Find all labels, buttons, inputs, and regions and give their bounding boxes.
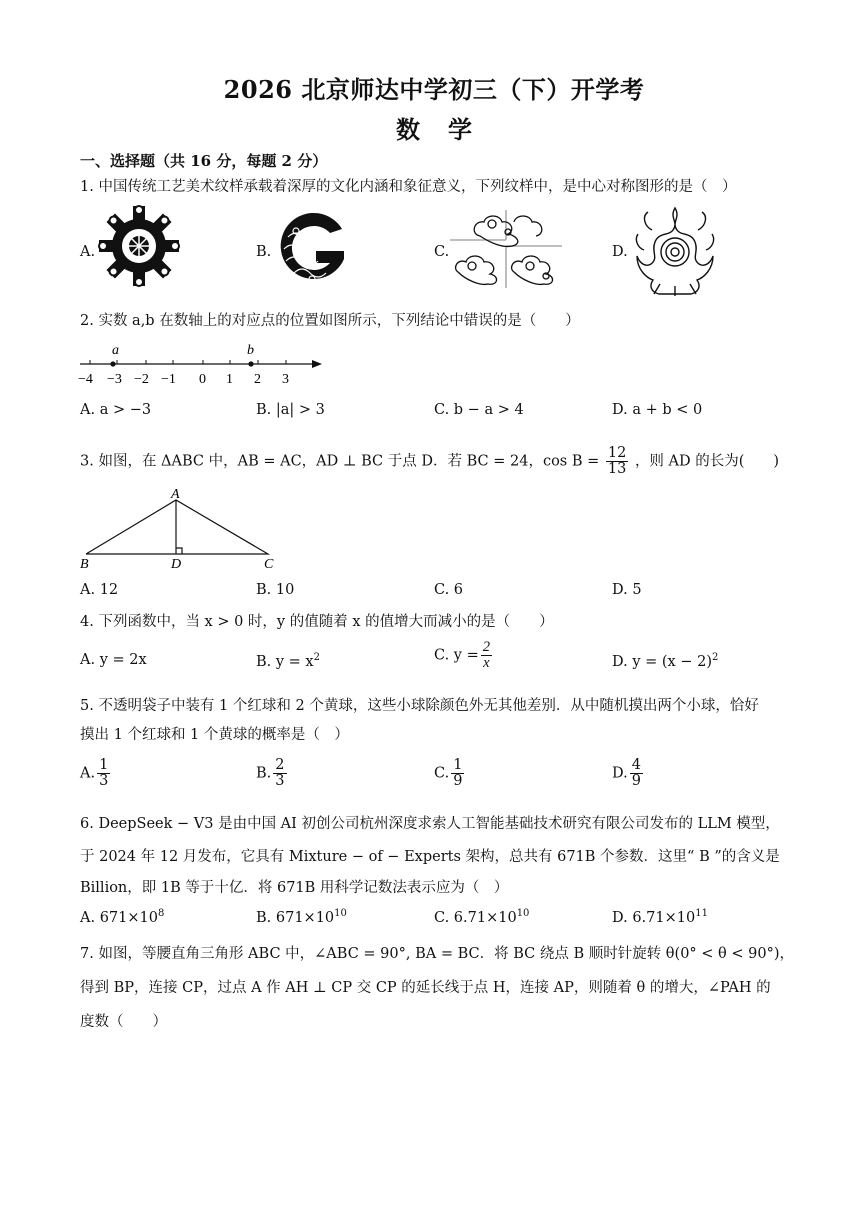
subject-title: 数学: [396, 115, 500, 144]
q6-option-b-exponent: 10: [334, 908, 347, 919]
q3-vertex-b: B: [80, 557, 89, 572]
q5-option-a-fraction: [97, 758, 110, 789]
q5-option-a: [80, 758, 112, 789]
q5-option-c-numerator: 1: [453, 757, 463, 773]
q2-option-d: D. a + b < 0: [612, 402, 703, 418]
q2-number-line: [76, 338, 326, 390]
q1-pattern-a-icon: [98, 205, 180, 287]
q4-option-c: [434, 640, 494, 671]
q1-pattern-d-icon: [630, 200, 720, 300]
q3-point-d: D: [171, 557, 182, 572]
q4-option-c-text: C. y =: [434, 647, 479, 664]
q3-stem-part-a: 3. 如图，在 ΔABC 中，AB = AC，AD ⊥ BC 于点 D．若 BC = 24，cos B =: [80, 453, 600, 470]
q2-tick-label: 3: [282, 372, 289, 387]
q6-option-d: [612, 908, 708, 926]
q2-option-b: B. |a| > 3: [256, 402, 325, 418]
q2-tick-label: −1: [161, 372, 176, 387]
question-6-line-1: 6. DeepSeek − V3 是由中国 AI 初创公司杭州深度求索人工智能基础技术研究有限公司发布的 LLM 模型，: [80, 816, 780, 832]
q3-cos-numerator: 12: [607, 445, 627, 461]
q2-option-c: C. b − a > 4: [434, 402, 524, 418]
q4-option-c-fraction: [481, 640, 492, 671]
q4-option-d-text: D. y = (x − 2): [612, 653, 712, 670]
q2-point-b-label: b: [247, 343, 254, 358]
q5-option-b-label: B.: [256, 765, 272, 782]
q6-option-c: [434, 908, 529, 926]
q5-option-a-numerator: 1: [99, 757, 109, 773]
q3-cos-fraction: [606, 446, 628, 477]
q3-option-b: B. 10: [256, 582, 295, 598]
q6-option-b-text: B. 671×10: [256, 909, 335, 926]
q2-option-a: A. a > −3: [80, 402, 152, 418]
page-title: 2026 北京师达中学初三（下）开学考: [223, 75, 645, 104]
question-6-line-3: Billion，即 1B 等于十亿．将 671B 用科学记数法表示应为（ ）: [80, 880, 509, 896]
q5-option-c-label: C.: [434, 765, 450, 782]
q4-option-c-denominator: x: [483, 655, 490, 672]
q5-option-b-fraction: [273, 758, 286, 789]
question-7-line-3: 度数（ ）: [80, 1014, 167, 1030]
q2-tick-label: −3: [107, 372, 122, 387]
q5-option-c-denominator: 9: [453, 773, 463, 790]
q6-option-a-text: A. 671×10: [80, 909, 158, 926]
q4-option-d-exponent: 2: [711, 652, 719, 663]
q2-tick-label: −2: [134, 372, 149, 387]
q6-option-c-text: C. 6.71×10: [434, 909, 517, 926]
q2-tick-label: 0: [199, 372, 206, 387]
q5-option-b: [256, 758, 289, 789]
question-5-line-1: 5. 不透明袋子中装有 1 个红球和 2 个黄球，这些小球除颜色外无其他差别．从中随机摸出两个小球，恰好: [80, 698, 759, 714]
question-2-stem: 2. 实数 a,b 在数轴上的对应点的位置如图所示，下列结论中错误的是（ ）: [80, 313, 580, 329]
question-7-line-1: 7. 如图，等腰直角三角形 ABC 中，∠ABC = 90°, BA = BC．将 BC 绕点 B 顺时针旋转 θ(0° < θ < 90°)，: [80, 946, 794, 962]
q1-option-c-label: C.: [434, 244, 450, 260]
q1-pattern-c-icon: [450, 210, 562, 288]
q6-option-d-text: D. 6.71×10: [612, 909, 696, 926]
q5-option-d-denominator: 9: [631, 773, 641, 790]
q4-option-b-exponent: 2: [313, 652, 320, 663]
q4-option-a: A. y = 2x: [80, 652, 147, 668]
q6-option-d-exponent: 11: [695, 908, 708, 919]
q3-option-a: A. 12: [80, 582, 119, 598]
q3-option-d: D. 5: [612, 582, 642, 598]
q6-option-a-exponent: 8: [157, 908, 165, 919]
q5-option-a-label: A.: [80, 765, 96, 782]
q5-option-b-denominator: 3: [275, 773, 285, 790]
q1-pattern-b-icon: [272, 207, 352, 287]
q1-option-a-label: A.: [80, 244, 96, 260]
question-1-stem: 1. 中国传统工艺美术纹样承载着深厚的文化内涵和象征意义，下列纹样中，是中心对称图形的是（ ）: [80, 179, 737, 195]
section-heading: 一、选择题（共 16 分，每题 2 分）: [80, 152, 328, 170]
q2-point-a-label: a: [112, 343, 119, 358]
q6-option-a: [80, 908, 164, 926]
q5-option-c-fraction: [451, 758, 464, 789]
q5-option-d-label: D.: [612, 765, 628, 782]
q4-option-c-numerator: 2: [482, 639, 490, 655]
q4-option-b-text: B. y = x: [256, 653, 314, 670]
q3-vertex-c: C: [264, 557, 274, 572]
q6-option-c-exponent: 10: [516, 908, 530, 919]
question-3-stem: [80, 446, 779, 477]
q3-stem-part-b: ，则 AD 的长为( ): [634, 453, 780, 470]
question-7-line-2: 得到 BP，连接 CP，过点 A 作 AH ⊥ CP 交 CP 的延长线于点 H，连接 AP，则随着 θ 的增大，∠PAH 的: [80, 980, 771, 996]
q4-option-d: [612, 652, 718, 670]
question-5-line-2: 摸出 1 个红球和 1 个黄球的概率是（ ）: [80, 727, 349, 743]
q5-option-b-numerator: 2: [275, 757, 285, 773]
q5-option-d-fraction: [630, 758, 643, 789]
question-6-line-2: 于 2024 年 12 月发布，它具有 Mixture − of − Experts 架构，总共有 671B 个参数．这里“ B ”的含义是: [80, 849, 780, 865]
q2-tick-label: 2: [254, 372, 261, 387]
q5-option-d-numerator: 4: [631, 757, 641, 773]
q6-option-b: [256, 908, 347, 926]
q3-cos-denominator: 13: [607, 461, 627, 478]
q5-option-d: [612, 758, 645, 789]
q5-option-c: [434, 758, 466, 789]
q1-option-d-label: D.: [612, 244, 628, 260]
q3-vertex-a: A: [171, 487, 180, 502]
q3-triangle-figure: [76, 486, 286, 572]
q5-option-a-denominator: 3: [99, 773, 109, 790]
q4-option-b: [256, 652, 320, 670]
q3-option-c: C. 6: [434, 582, 464, 598]
q2-tick-label: 1: [226, 372, 233, 387]
question-4-stem: 4. 下列函数中，当 x > 0 时，y 的值随着 x 的值增大而减小的是（ ）: [80, 614, 554, 630]
q1-option-b-label: B.: [256, 244, 272, 260]
q2-tick-label: −4: [78, 372, 93, 387]
